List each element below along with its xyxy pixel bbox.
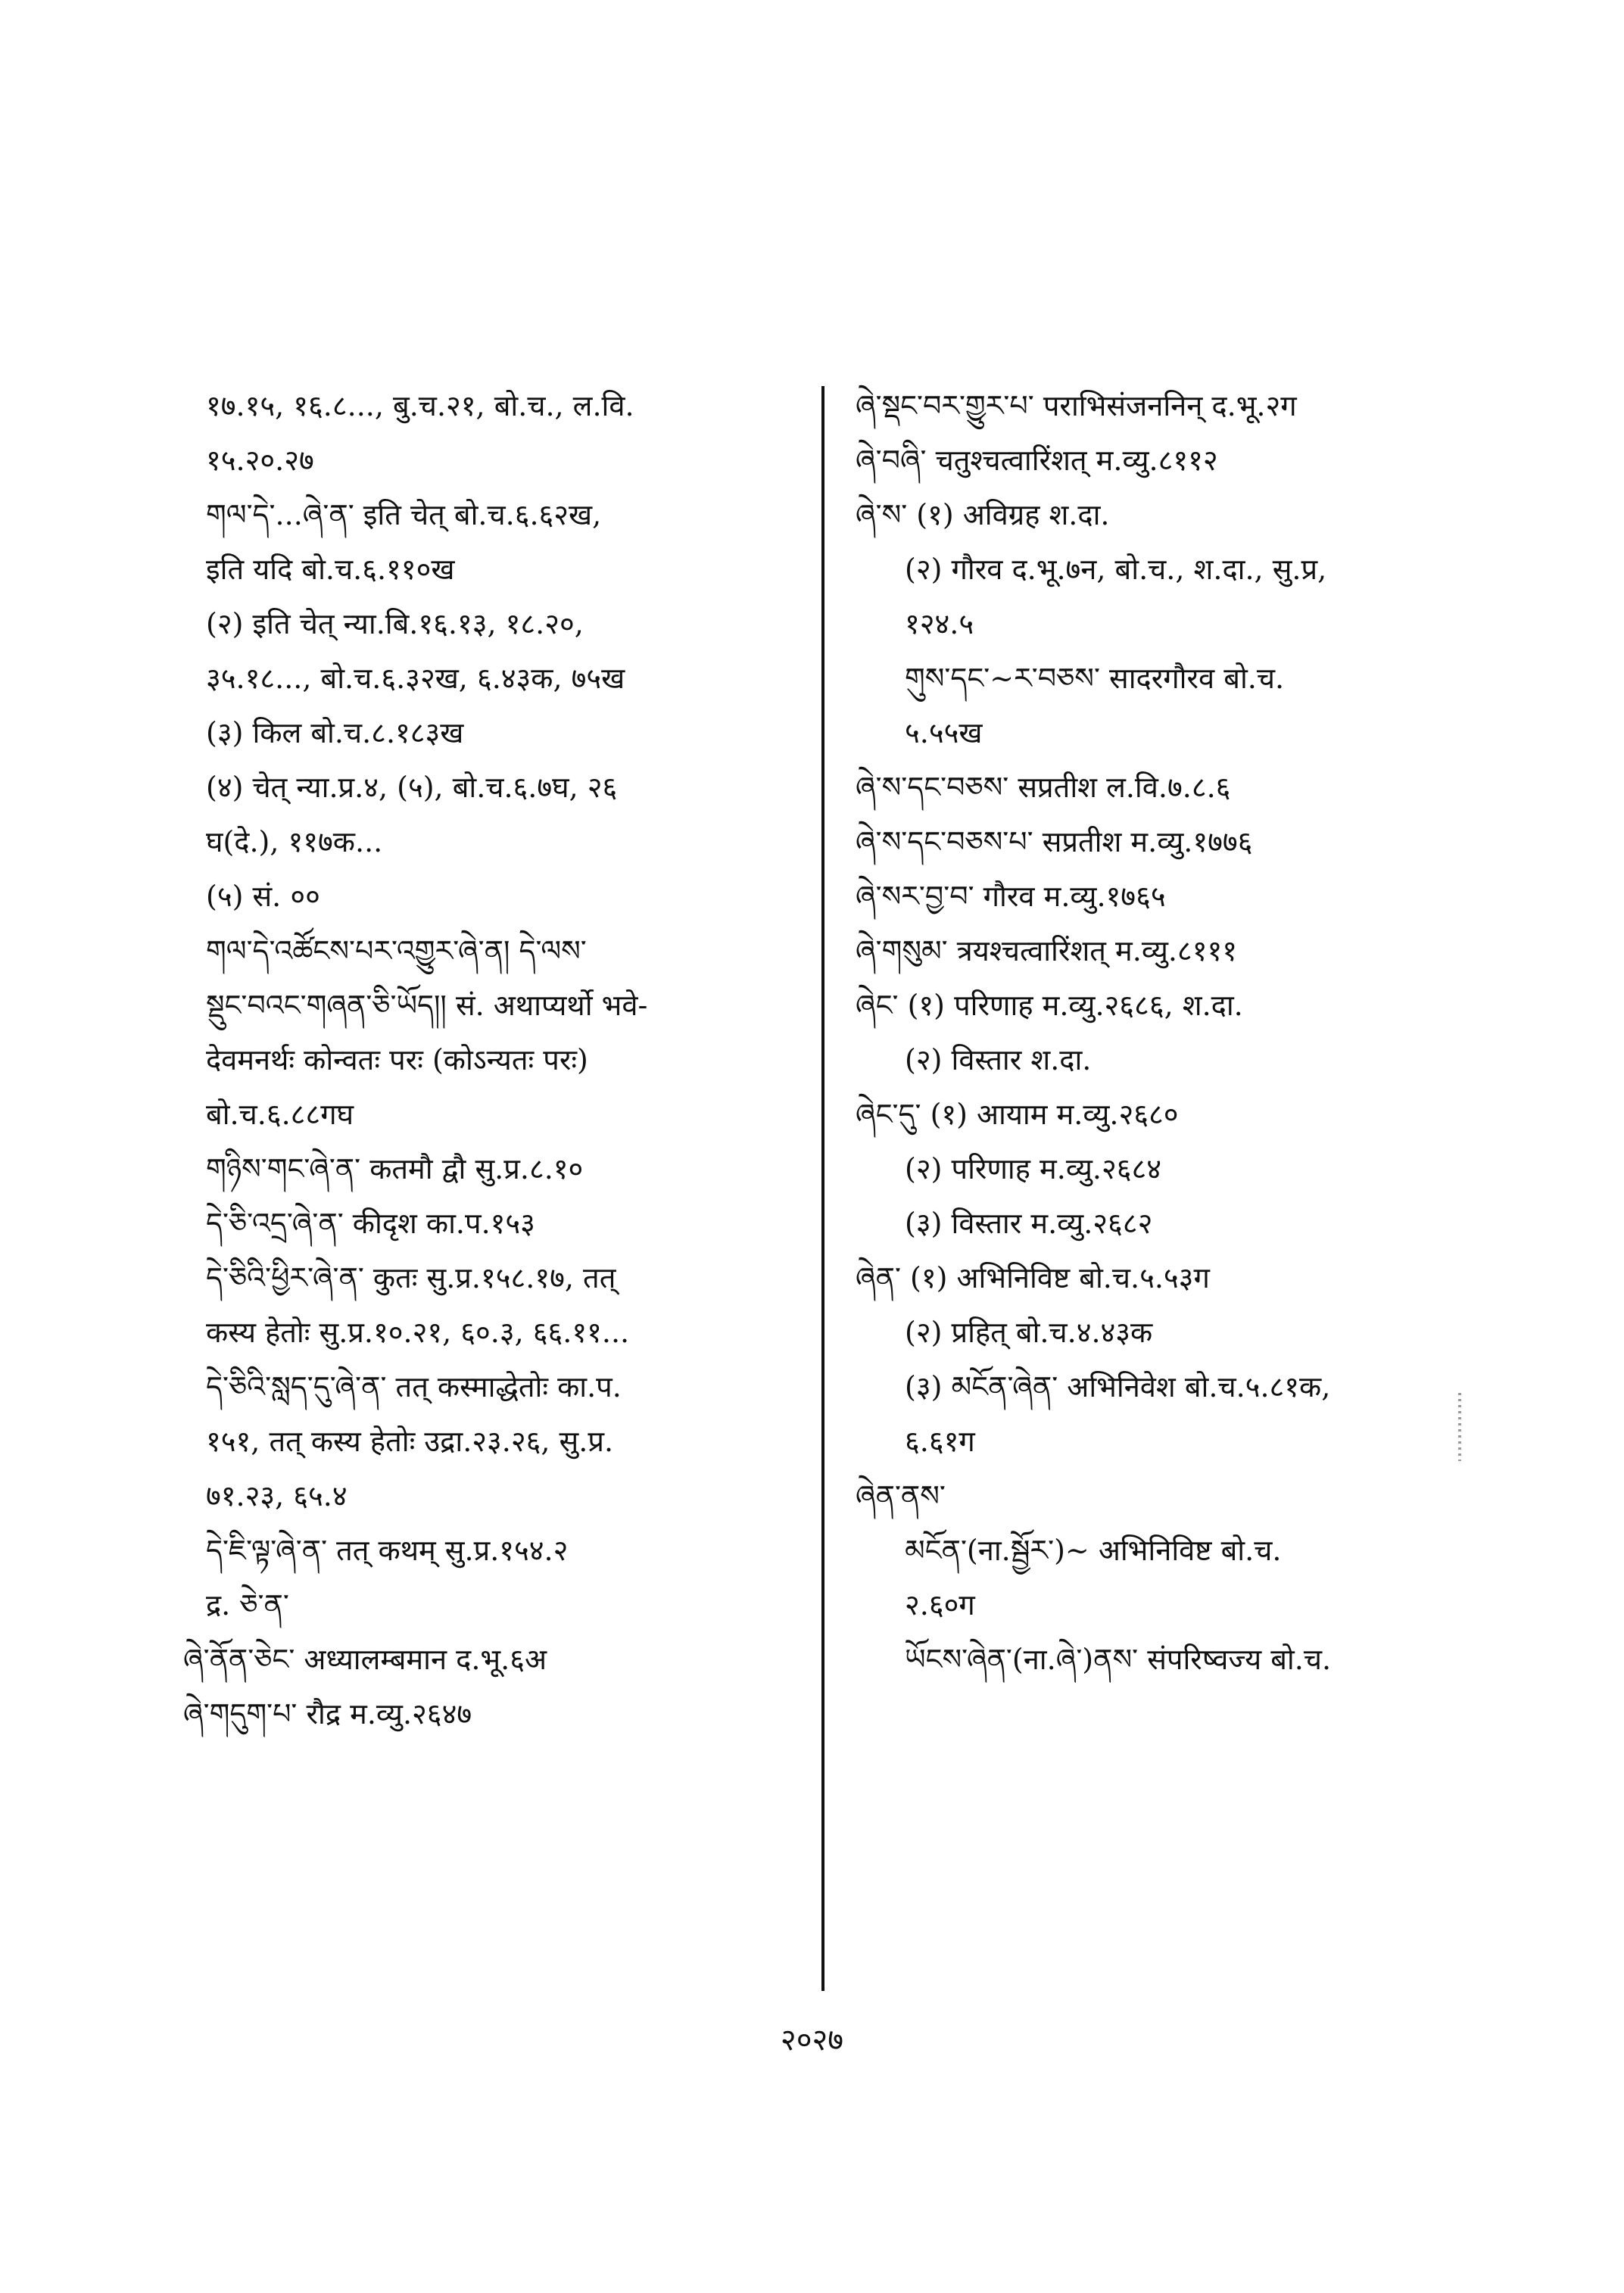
dictionary-line: (३) མངོན་ཞེན་ अभिनिवेश बो.च.५.८१क,: [905, 1370, 1331, 1404]
dictionary-line: དེ་ཇི་ལྟ་ཞེ་ན་ तत् कथम् सु.प्र.१५४.२: [206, 1534, 569, 1567]
dictionary-line: ཞེང་ (१) परिणाह म.व्यु.२६८६, श.दा.: [856, 989, 1243, 1022]
dictionary-line: द्र. ཅེ་ན་: [206, 1588, 289, 1622]
dictionary-line: ཞེ་ས་དང་བཅས་ सप्रतीश ल.वि.७.८.६: [856, 771, 1231, 804]
dictionary-line: གཉིས་གང་ཞེ་ན་ कतमौ द्वौ सु.प्र.८.१०: [206, 1152, 584, 1185]
dictionary-line: ཞེན་ (१) अभिनिविष्ट बो.च.५.५३ग: [856, 1261, 1210, 1294]
dictionary-line: १७.१५, १६.८..., बु.च.२१, बो.च., ल.वि.: [206, 389, 634, 422]
dictionary-line: གལ་དེ་...ཞེ་ན་ इति चेत् बो.च.६.६२ख,: [206, 498, 602, 531]
dictionary-line: ཞེན་ནས་: [856, 1479, 946, 1513]
page-number: २०२७: [780, 2023, 844, 2058]
dictionary-line: མངོན་(ना.སྦྱོར་)~ अभिनिविष्ट बो.च.: [905, 1534, 1282, 1567]
dictionary-line: (२) इति चेत् न्या.बि.१६.१३, १८.२०,: [206, 607, 584, 640]
dictionary-line: ६.६१ग: [905, 1425, 975, 1458]
dictionary-line: (३) विस्तार म.व्यु.२६८२: [905, 1207, 1153, 1240]
dictionary-line: कस्य हेतोः सु.प्र.१०.२१, ६०.३, ६६.११...: [206, 1316, 630, 1349]
dictionary-line: २.६०ग: [905, 1588, 975, 1622]
dictionary-line: དེ་ཅིའི་ཕྱིར་ཞེ་ན་ कुतः सु.प्र.१५८.१७, तत्: [206, 1261, 616, 1294]
dictionary-line: ཡོངས་ཞེན་(ना.ཞེ་)ནས་ संपरिष्वज्य बो.च.: [905, 1643, 1332, 1676]
dictionary-line: (३) किल बो.च.८.१८३ख: [206, 716, 464, 749]
dictionary-line: དེ་ཅི་འདྲ་ཞེ་ན་ कीदृश का.प.१५३: [206, 1207, 535, 1240]
left-column: [183, 379, 812, 1741]
dictionary-line: གལ་དེ་འཚོངས་པར་འགྱུར་ཞེ་ན། དེ་ལས་: [206, 934, 587, 967]
dictionary-line: ཞེ་སྡང་བར་གྱུར་པ་ पराभिसंजननिन् द.भू.२ग: [856, 389, 1297, 422]
dictionary-line: घ(दे.), ११७क...: [206, 825, 383, 858]
dictionary-line: ཞེ་སར་བྱ་བ་ गौरव म.व्यु.१७६५: [856, 880, 1166, 913]
dictionary-line: (२) विस्तार श.दा.: [905, 1043, 1092, 1076]
column-divider: [821, 386, 824, 1991]
dictionary-line: बो.च.६.८८गघ: [206, 1098, 354, 1131]
dictionary-line: ཞེ་ནོན་ཅེང་ अध्यालम्बमान द.भू.६अ: [183, 1643, 547, 1676]
dictionary-line: (४) चेत् न्या.प्र.४, (५), बो.च.६.७घ, २६: [206, 771, 618, 804]
dictionary-line: དེ་ཅིའི་སླད་དུ་ཞེ་ན་ तत् कस्माद्धेतोः का.प.: [206, 1370, 622, 1404]
dictionary-line: ३५.१८..., बो.च.६.३२ख, ६.४३क, ७५ख: [206, 662, 625, 695]
dictionary-line: ७१.२३, ६५.४: [206, 1479, 348, 1513]
dictionary-line: १५१, तत् कस्य हेतोः उद्रा.२३.२६, सु.प्र.: [206, 1425, 614, 1458]
dictionary-line: (२) प्रहित् बो.च.४.४३क: [905, 1316, 1153, 1349]
dictionary-line: देवमनर्थः कोन्वतः परः (कोऽन्यतः परः): [206, 1043, 588, 1076]
dictionary-line: ཞེ་ས་དང་བཅས་པ་ सप्रतीश म.व्यु.१७७६: [856, 825, 1253, 858]
dictionary-line: (५) सं. ००: [206, 880, 320, 913]
right-column: [856, 379, 1446, 1687]
margin-dots: [1458, 1393, 1461, 1461]
dictionary-line: ५.५५ख: [905, 716, 983, 749]
dictionary-line: གུས་དང་~ར་བཅས་ सादरगौरव बो.च.: [905, 662, 1285, 695]
dictionary-line: ཞེ་ས་ (१) अविग्रह श.दा.: [856, 498, 1110, 531]
dictionary-line: १२४.५: [905, 607, 974, 640]
dictionary-line: (२) परिणाह म.व्यु.२६८४: [905, 1152, 1161, 1185]
dictionary-line: སྡུང་བའང་གཞན་ཅི་ཡོད།། सं. अथाप्यर्थो भवे-: [206, 989, 648, 1022]
dictionary-line: १५.२०.२७: [206, 444, 314, 477]
dictionary-line: ཞེང་དུ་ (१) आयाम म.व्यु.२६८०: [856, 1098, 1179, 1131]
dictionary-line: ཞེ་གདུག་པ་ रौद्र म.व्यु.२६४७: [183, 1697, 472, 1731]
dictionary-line: (२) गौरव द.भू.७न, बो.च., श.दा., सु.प्र,: [905, 553, 1327, 586]
dictionary-line: ཞེ་གསུམ་ त्रयश्चत्वारिंशत् म.व्यु.८१११: [856, 934, 1237, 967]
dictionary-line: ཞེ་བཞི་ चतुश्चत्वारिंशत् म.व्यु.८११२: [856, 444, 1218, 477]
dictionary-line: इति यदि बो.च.६.११०ख: [206, 553, 455, 586]
